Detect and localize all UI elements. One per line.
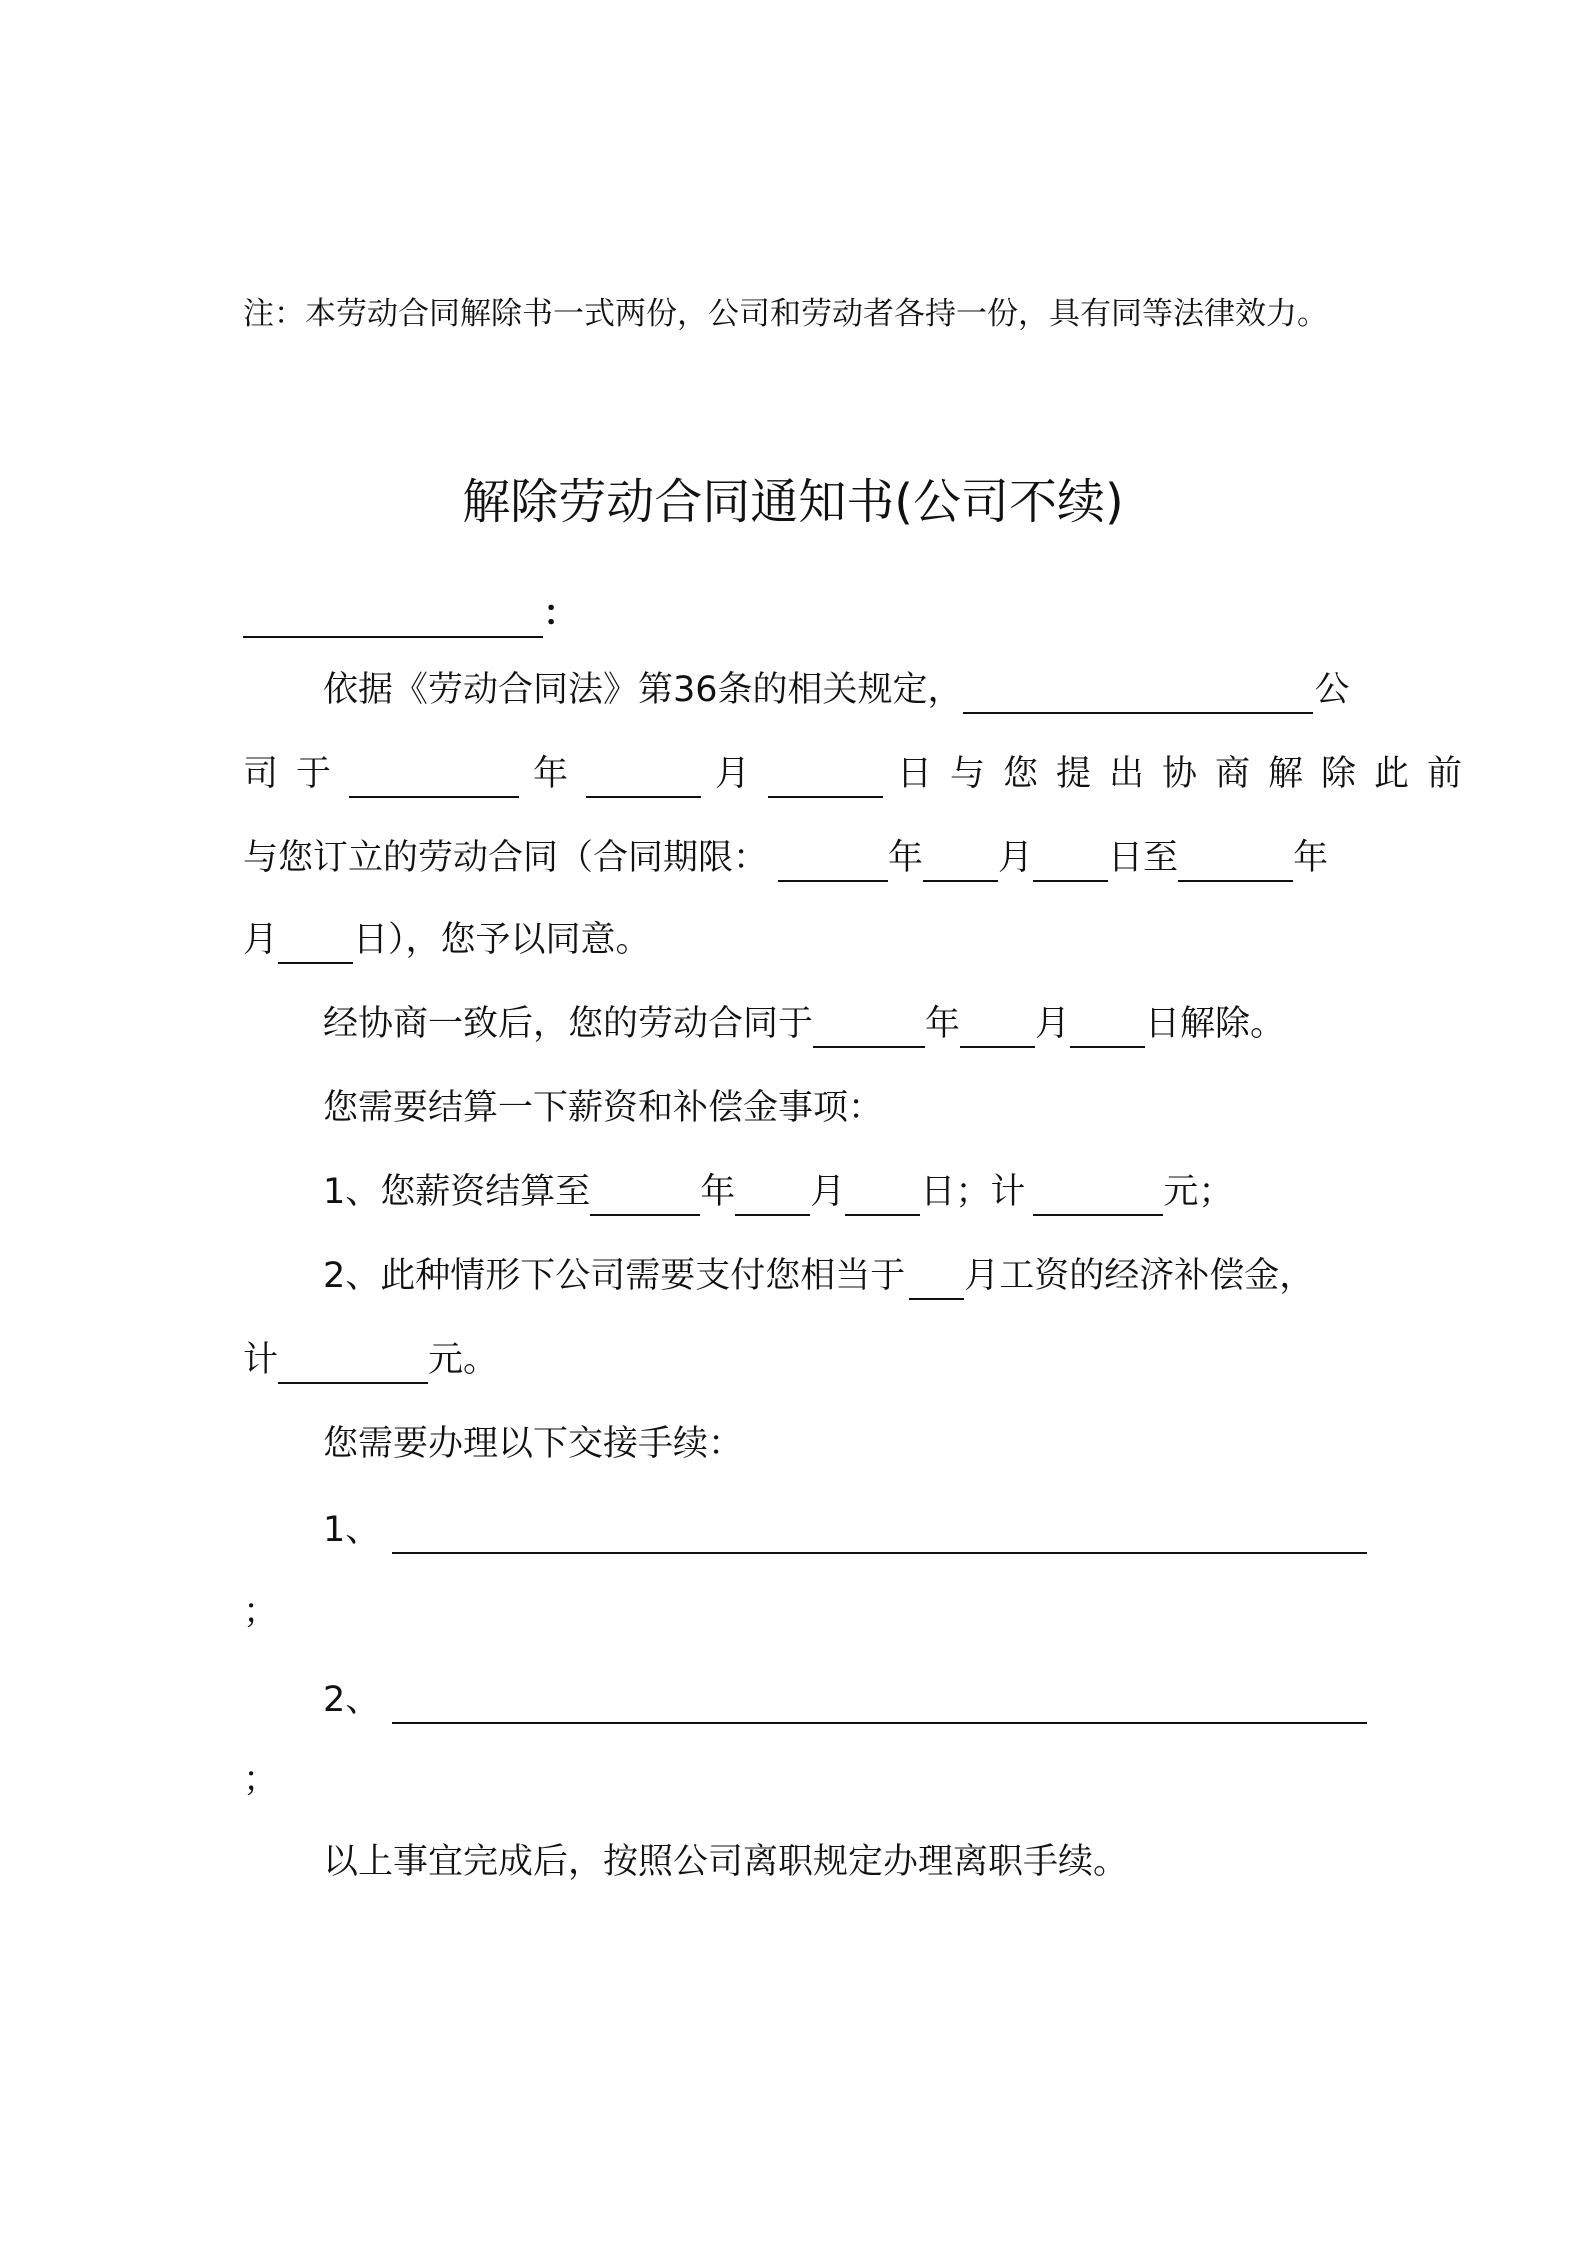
closing-line <box>243 1838 1360 1886</box>
p1-f-yue: 月 <box>243 920 279 960</box>
p1-text-d: 日与您提出协商解除此前 <box>897 754 1481 794</box>
p1-text-b: 公 <box>1314 670 1350 710</box>
salutation-colon: ： <box>543 594 579 634</box>
propose-day-blank[interactable] <box>768 760 883 798</box>
salutation-line <box>243 590 1360 638</box>
propose-month-blank[interactable] <box>586 760 701 798</box>
item2-line-1 <box>243 1252 1360 1300</box>
term-start-month-blank[interactable] <box>923 844 998 882</box>
compensation-months-blank[interactable] <box>909 1262 964 1300</box>
document-title: 解除劳动合同通知书(公司不续) <box>462 474 1124 530</box>
p4-line <box>243 1420 1360 1468</box>
salary-day-blank[interactable] <box>845 1178 920 1216</box>
termination-day-blank[interactable] <box>1070 1010 1145 1048</box>
company-name-blank[interactable] <box>963 676 1313 714</box>
p3-text: 您需要结算一下薪资和补偿金事项： <box>323 1088 884 1128</box>
p2-nian: 年 <box>925 1004 961 1044</box>
p1-text-a: 依据《劳动合同法》第36条的相关规定， <box>323 670 963 710</box>
closing-text: 以上事宜完成后，按照公司离职规定办理离职手续。 <box>323 1842 1129 1882</box>
p2-text-a: 经协商一致后，您的劳动合同于 <box>323 1004 814 1044</box>
p1-line-4 <box>243 916 1360 964</box>
item1-line <box>243 1168 1360 1216</box>
item2-text-a: 2、此种情形下公司需要支付您相当于 <box>323 1256 906 1296</box>
handover-blank-2[interactable] <box>392 1686 1367 1724</box>
p2-line <box>243 1000 1360 1048</box>
item1-text-a: 1、您薪资结算至 <box>323 1172 591 1212</box>
handover-end-2 <box>243 1756 1360 1804</box>
propose-year-blank[interactable] <box>349 760 519 798</box>
p1-yue-2: 月 <box>998 838 1034 878</box>
p1-text-c: 司于 <box>243 754 350 794</box>
recipient-blank[interactable] <box>243 600 543 638</box>
item1-yuan: 元； <box>1163 1172 1234 1212</box>
handover-semicolon-1: ； <box>243 1592 279 1632</box>
item2-ji: 计 <box>243 1340 279 1380</box>
salary-month-blank[interactable] <box>735 1178 810 1216</box>
item2-text-b: 月工资的经济补偿金， <box>964 1256 1315 1296</box>
p1-yue-1: 月 <box>715 754 769 794</box>
note-text <box>243 290 1360 338</box>
salary-year-blank[interactable] <box>590 1178 700 1216</box>
term-end-day-blank[interactable] <box>278 926 353 964</box>
p1-line-3 <box>243 834 1360 882</box>
salary-amount-blank[interactable] <box>1033 1178 1163 1216</box>
handover-item-1 <box>243 1506 1360 1554</box>
p2-yue: 月 <box>1035 1004 1071 1044</box>
p1-text-g: 日），您予以同意。 <box>353 920 651 960</box>
item1-nian: 年 <box>700 1172 736 1212</box>
handover-item-2 <box>243 1676 1360 1724</box>
item2-yuan: 元。 <box>428 1340 499 1380</box>
p1-line-1 <box>243 666 1360 714</box>
p4-text: 您需要办理以下交接手续： <box>323 1424 744 1464</box>
term-end-year-blank[interactable] <box>1178 844 1293 882</box>
handover-num-1: 1、 <box>323 1510 381 1550</box>
p2-text-b: 日解除。 <box>1145 1004 1286 1044</box>
compensation-amount-blank[interactable] <box>278 1346 428 1384</box>
handover-num-2: 2、 <box>323 1680 381 1720</box>
p1-line-2 <box>243 750 1481 798</box>
termination-month-blank[interactable] <box>960 1010 1035 1048</box>
p1-nian-2: 年 <box>888 838 924 878</box>
note-content: 注：本劳动合同解除书一式两份，公司和劳动者各持一份，具有同等法律效力。 <box>243 296 1328 332</box>
p1-ri-zhi: 日至 <box>1108 838 1179 878</box>
item1-yue: 月 <box>810 1172 846 1212</box>
p3-line <box>243 1084 1360 1132</box>
termination-year-blank[interactable] <box>813 1010 925 1048</box>
item1-ri: 日；计 <box>920 1172 1026 1212</box>
handover-blank-1[interactable] <box>392 1516 1367 1554</box>
handover-semicolon-2: ； <box>243 1760 279 1800</box>
p1-nian-3: 年 <box>1293 838 1329 878</box>
term-start-day-blank[interactable] <box>1033 844 1108 882</box>
handover-end-1 <box>243 1588 1360 1636</box>
p1-nian-1: 年 <box>533 754 587 794</box>
item2-line-2 <box>243 1336 1360 1384</box>
p1-text-e: 与您订立的劳动合同（合同期限： <box>243 838 769 878</box>
term-start-year-blank[interactable] <box>778 844 888 882</box>
